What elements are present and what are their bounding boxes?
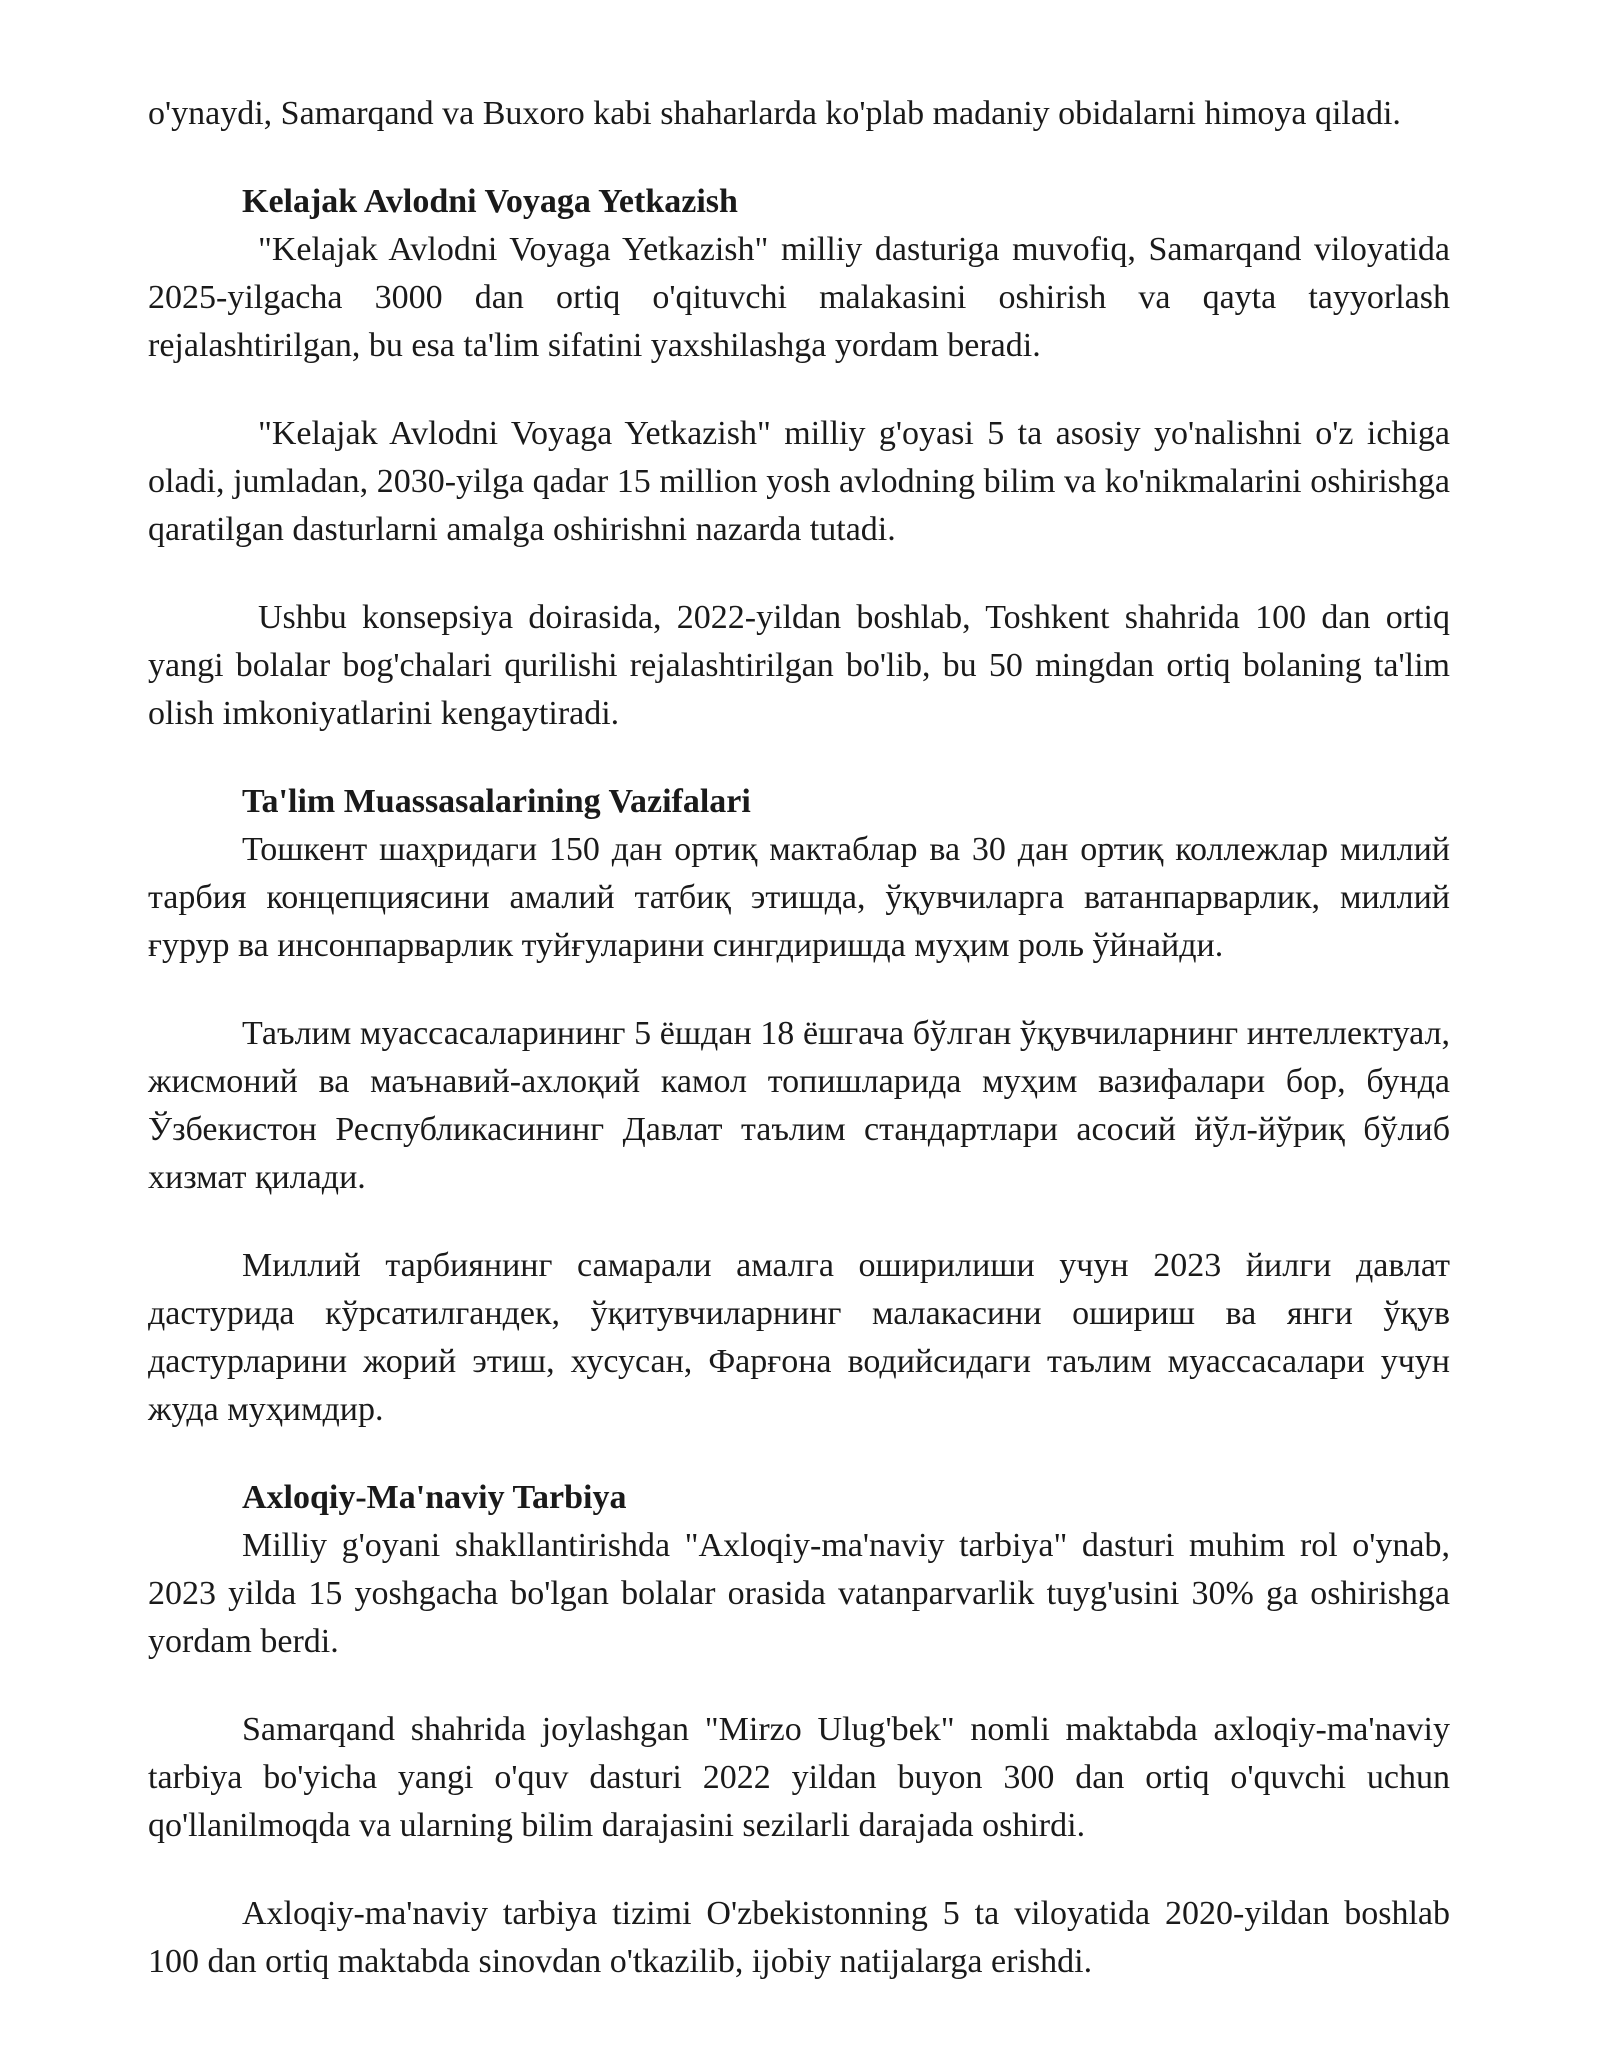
body-paragraph: Тошкент шаҳридаги 150 дан ортиқ мактаблар ва 30 дан ортиқ коллежлар миллий тарбия концепциясини амалий татбиқ этишда, ўқувчиларга ватанпарварлик, миллий ғурур ва инсонпарварлик туйғуларини сингдиришда муҳим роль ўйнайди.: [148, 831, 1450, 964]
paragraph-continuation: o'ynaydi, Samarqand va Buxoro kabi shaharlarda ko'plab madaniy obidalarni himoya qiladi.: [148, 95, 1401, 132]
body-paragraph: Миллий тарбиянинг самарали амалга оширилиши учун 2023 йилги давлат дастурида кўрсатилгандек, ўқитувчиларнинг малакасини ошириш ва янги ўқув дастурларини жорий этиш, хусусан, Фарғона водийсидаги таълим муассасалари учун жуда муҳимдир.: [148, 1247, 1450, 1428]
body-paragraph: "Kelajak Avlodni Voyaga Yetkazish" milliy g'oyasi 5 ta asosiy yo'nalishni o'z ichiga oladi, jumladan, 2030-yilga qadar 15 million yosh avlodning bilim va ko'nikmalarini oshirishga qaratilgan dasturlarni amalga oshirishni nazarda tutadi.: [148, 415, 1450, 548]
body-paragraph: Ushbu konsepsiya doirasida, 2022-yildan boshlab, Toshkent shahrida 100 dan ortiq yangi bolalar bog'chalari qurilishi rejalashtirilgan bo'lib, bu 50 mingdan ortiq bolaning ta'lim olish imkoniyatlarini kengaytiradi.: [148, 599, 1450, 732]
section-heading: Axloqiy-Ma'naviy Tarbiya: [242, 1479, 627, 1516]
body-paragraph: Axloqiy-ma'naviy tarbiya tizimi O'zbekistonning 5 ta viloyatida 2020-yildan boshlab 100 dan ortiq maktabda sinovdan o'tkazilib, ijobiy natijalarga erishdi.: [148, 1895, 1450, 1980]
body-paragraph: Таълим муассасаларининг 5 ёшдан 18 ёшгача бўлган ўқувчиларнинг интеллектуал, жисмоний ва маънавий-ахлоқий камол топишларида муҳим вазифалари бор, бунда Ўзбекистон Республикасининг Давлат таълим стандартлари асосий йўл-йўриқ бўлиб хизмат қилади.: [148, 1015, 1450, 1196]
section-axloqiy-manaviy: [148, 1474, 1450, 1986]
body-paragraph: "Kelajak Avlodni Voyaga Yetkazish" milliy dasturiga muvofiq, Samarqand viloyatida 2025-yilgacha 3000 dan ortiq o'qituvchi malakasini oshirish va qayta tayyorlash rejalashtirilgan, bu esa ta'lim sifatini yaxshilashga yordam beradi.: [148, 231, 1450, 364]
section-kelajak-avlodni: [148, 178, 1450, 738]
body-paragraph: Milliy g'oyani shakllantirishda "Axloqiy-ma'naviy tarbiya" dasturi muhim rol o'ynab, 2023 yilda 15 yoshgacha bo'lgan bolalar orasida vatanparvarlik tuyg'usini 30% ga oshirishga yordam berdi.: [148, 1527, 1450, 1660]
section-heading: Ta'lim Muassasalarining Vazifalari: [242, 783, 751, 820]
document-page: [148, 90, 1450, 1986]
section-talim-muassasalari: [148, 778, 1450, 1434]
section-heading: Kelajak Avlodni Voyaga Yetkazish: [242, 183, 738, 220]
body-paragraph: Samarqand shahrida joylashgan "Mirzo Ulug'bek" nomli maktabda axloqiy-ma'naviy tarbiya bo'yicha yangi o'quv dasturi 2022 yildan buyon 300 dan ortiq o'quvchi uchun qo'llanilmoqda va ularning bilim darajasini sezilarli darajada oshirdi.: [148, 1711, 1450, 1844]
